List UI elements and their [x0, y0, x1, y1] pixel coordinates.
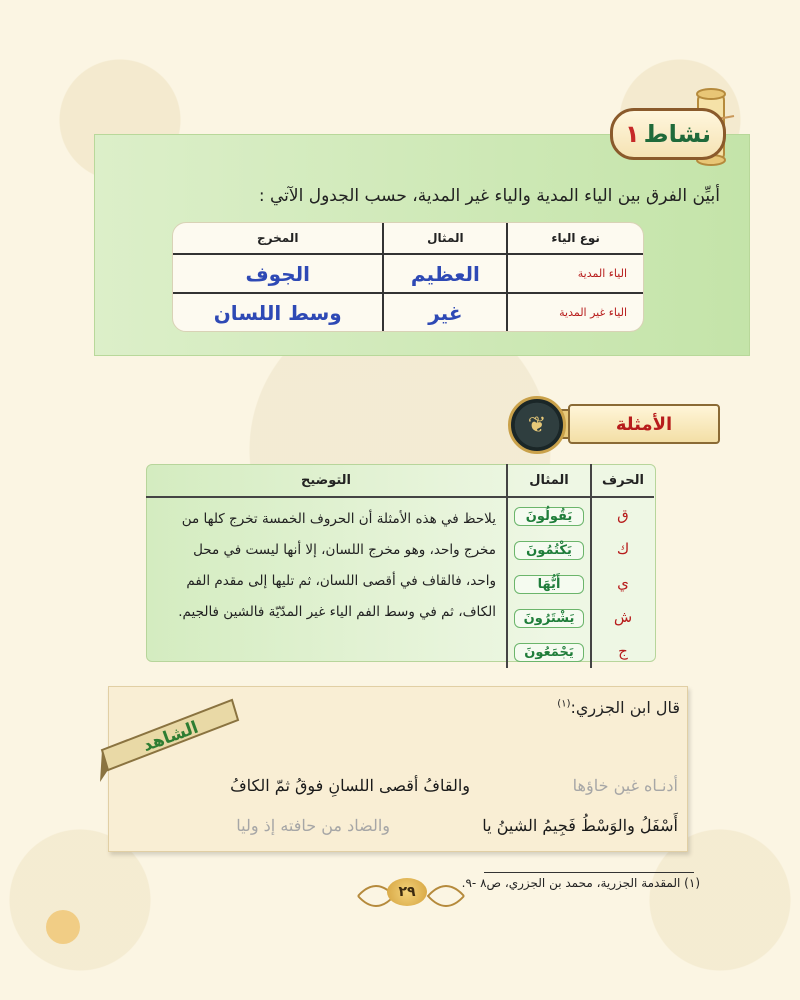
table-row	[146, 497, 654, 532]
evidence-ribbon	[92, 690, 242, 786]
intro-text: قال ابن الجزري:	[570, 698, 680, 717]
letter-cell: ش	[591, 600, 654, 634]
example-word: يَقُولُونَ	[514, 507, 584, 526]
header-example: المثال	[507, 464, 591, 497]
example-word: يَجْمَعُونَ	[514, 643, 584, 662]
activity-prompt: أبيِّن الفرق بين الياء المدية والياء غير المدية، حسب الجدول الآتي :	[258, 186, 720, 206]
letter-cell: ق	[591, 497, 654, 532]
activity-table	[172, 222, 644, 332]
verse-2-left: والضاد من حافته إذ وليا	[236, 816, 390, 835]
row-exit: الجوف	[173, 254, 383, 293]
row-exit: وسط اللسان	[213, 300, 342, 325]
letter-cell: ج	[591, 634, 654, 668]
activity-title-badge	[610, 108, 726, 160]
examples-table	[146, 464, 654, 668]
verse-1-left: والقافُ أقصى اللسانِ فوقُ ثمّ الكافُ	[230, 776, 470, 795]
row-type: الياء غير المدية	[507, 293, 643, 331]
page-number: ٢٩	[387, 878, 427, 906]
examples-title: الأمثلة	[568, 404, 720, 444]
table-row	[173, 293, 643, 331]
row-example: العظيم	[383, 254, 507, 293]
letter-cell: ي	[591, 566, 654, 600]
evidence-intro	[440, 698, 680, 717]
activity-number: ١	[624, 120, 640, 148]
header-example: المثال	[383, 223, 507, 254]
header-exit: المخرج	[173, 223, 383, 254]
header-letter: الحرف	[591, 464, 654, 497]
letter-cell: ك	[591, 532, 654, 566]
footnote: (١) المقدمة الجزرية، محمد بن الجزري، ص٨ -٩.	[461, 876, 700, 890]
verse-2-right: أَسْفَلُ والوَسْطُ فَجِيمُ الشينُ يا	[482, 816, 678, 835]
logo-icon	[46, 910, 80, 944]
example-word: يَشْتَرُونَ	[514, 609, 584, 628]
header-type: نوع الياء	[507, 223, 643, 254]
example-word: يَكْتُمُونَ	[514, 541, 584, 560]
table-row	[173, 254, 643, 293]
example-word: أَيُّهَا	[514, 575, 584, 594]
row-example: غير	[383, 293, 507, 331]
ribbon-text: الشاهد	[140, 717, 202, 757]
footnote-rule	[484, 872, 694, 873]
header-explanation: التوضيح	[146, 464, 507, 497]
row-type: الياء المدية	[507, 254, 643, 293]
footnote-mark: (١)	[557, 698, 571, 710]
verse-1-right: أدنـاه غين خاؤها	[572, 776, 678, 795]
explanation-text: يلاحظ في هذه الأمثلة أن الحروف الخمسة تخرج كلها من مخرج واحد، وهو مخرج اللسان، إلا أنها ليست في محل واحد، فالقاف في أقصى اللسان، ثم تليها إلى مقدم الفم الكاف، ثم في وسط الفم الياء غير المدّيّة فالشين فالجيم.	[178, 511, 496, 620]
leaf-ornament-icon: ❦	[508, 396, 566, 454]
activity-title: نشاط	[643, 120, 712, 148]
